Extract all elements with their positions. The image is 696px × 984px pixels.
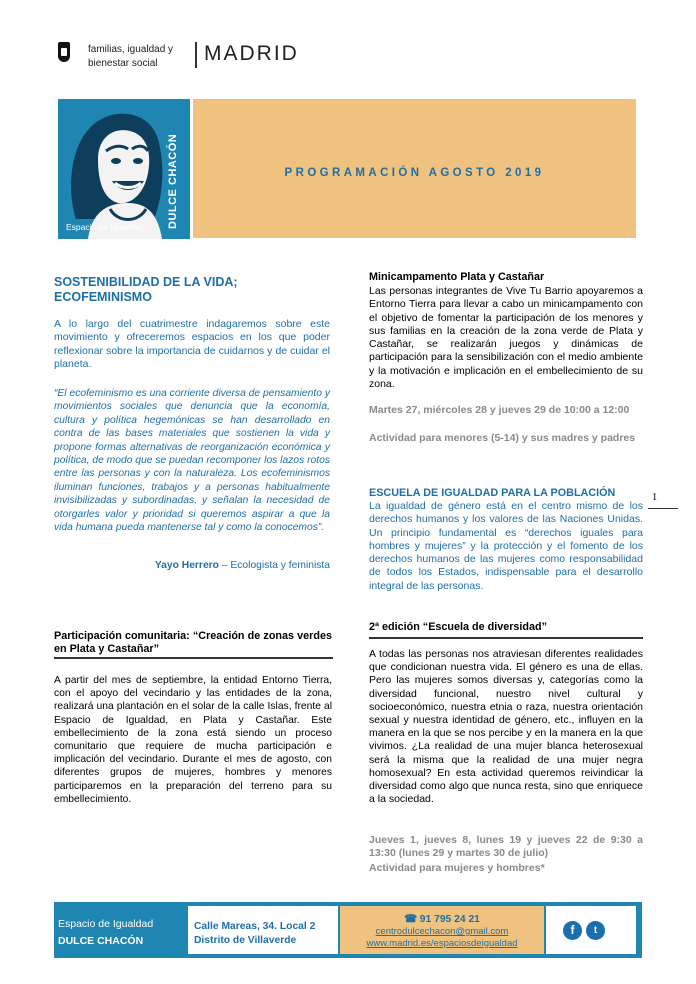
page-number: 1: [652, 492, 658, 503]
department-name-line2: bienestar social: [88, 58, 158, 69]
diversity-divider: [369, 637, 643, 639]
school-title: ESCUELA DE IGUALDAD PARA LA POBLACIÓN: [369, 487, 616, 499]
footer-website-link[interactable]: www.madrid.es/espaciosdeigualdad: [366, 938, 518, 949]
author-role: – Ecologista y feminista: [218, 560, 330, 571]
participation-divider: [54, 657, 333, 659]
school-body: La igualdad de género está en el centro mismo de los derechos humanos y los valores de las Naciones Unidas. Un principio fundamental es “derechos iguales para hombres y mujeres” y la protección y el fomento de los derechos humanos de las mujeres como responsabilidad de todos los Estados, indispensable para el desarrollo integral de las personas.: [369, 500, 643, 592]
participation-body: A partir del mes de septiembre, la entidad Entorno Tierra, con el apoyo del vecindario y las entidades de la zona, realizará una plantación en el solar de la calle Islas, frente al Espacio de Igualdad, en Plata y Castañar. Este embellecimiento de la zona está siendo un proceso comunitario que requiere de mucha participación e implicación del vecindario. Durante el mes de agosto, con diferentes grupos de mujeres, hombres y menores participaremos en la preparación del terreno para su embellecimiento.: [54, 675, 332, 805]
minicamp-dates: Martes 27, miércoles 28 y jueves 29 de 10:00 a 12:00: [369, 404, 630, 416]
department-name-line1: familias, igualdad y: [88, 44, 174, 55]
banner-caption: Espacio de Igualdad: [66, 222, 144, 232]
city-logo-text: MADRID: [204, 42, 299, 65]
diversity-dates: Jueves 1, jueves 8, lunes 19 y jueves 22 de 9:30 a 13:30 (lunes 29 y martes 30 de julio): [369, 834, 643, 860]
minicamp-body: Las personas integrantes de Vive Tu Barrio apoyaremos a Entorno Tierra para llevar a cabo un minicampamento con el objetivo de fomentar la participación de los menores y sus familias en la creación de la zona verde de Plata y Castañar, se realizarán juegos y dinámicas de participación para la sensibilización con el medio ambiente y la motivación e implicación en el embellecimiento de su zona.: [369, 285, 643, 391]
footer-email-link[interactable]: centrodulcechacon@gmail.com: [375, 926, 509, 937]
section-intro: A lo largo del cuatrimestre indagaremos sobre este movimiento y ofreceremos espacios en los que poder reflexionar sobre la importancia de cuidarnos y de cuidar el planeta.: [54, 318, 330, 371]
participation-heading: Participación comunitaria: “Creación de zonas verdes en Plata y Castañar”: [54, 630, 332, 655]
footer-center-brand: DULCE CHACÓN: [58, 935, 144, 947]
author-name: Yayo Herrero: [154, 560, 219, 571]
section-title-ecofeminism: SOSTENIBILIDAD DE LA VIDA; ECOFEMINISMO: [54, 275, 238, 304]
banner-vertical-title: [160, 98, 186, 238]
logo-divider: [195, 42, 197, 68]
quote-author: [54, 560, 330, 571]
diversity-body: A todas las personas nos atraviesan diferentes realidades que condicionan nuestra vida. El género es una de ellas. Pero las mujeres somos diversas y, categorías como la diversidad funcional, nuestro nivel cultural y socioeconómico, nuestra etnia o raza, nuestra orientación sexual y nuestra identidad de género, etc., influyen en la manera en la que se nos percibe y en la manera en la que vivimos. ¿La realidad de una mujer blanca heterosexual será la misma que la realidad de una mujer negra homosexual? En esta actividad queremos reivindicar la diversidad como algo que nunca resta, sino que enriquece a la sociedad.: [369, 648, 643, 806]
footer-address-district: Distrito de Villaverde: [194, 935, 297, 946]
footer-address-street: Calle Mareas, 34. Local 2: [194, 921, 316, 932]
madrid-crest-icon: [58, 42, 70, 62]
banner-vertical-text: DULCE CHACÓN: [167, 133, 179, 229]
page-number-line: [648, 508, 678, 509]
footer-phone: ☎ 91 795 24 21: [404, 914, 480, 925]
banner-title: PROGRAMACIÓN AGOSTO 2019: [284, 167, 545, 179]
diversity-heading: 2ª edición “Escuela de diversidad”: [369, 621, 548, 633]
minicamp-audience: Actividad para menores (5-14) y sus madres y padres: [369, 432, 636, 444]
twitter-icon[interactable]: t: [586, 921, 605, 940]
footer-center-name: Espacio de Igualdad: [58, 918, 154, 930]
facebook-icon[interactable]: f: [563, 921, 582, 940]
minicamp-title: Minicampamento Plata y Castañar: [369, 271, 545, 283]
quote-text: “El ecofeminismo es una corriente diversa de pensamiento y movimientos sociales que denuncia que la economía, cultura y política hegemónicas se han desarrollado en contra de las bases materiales que sostienen la vida y propone formas alternativas de reorganización económica y política, de modo que se puedan recomponer los lazos rotos entre las personas y con la naturaleza. Los ecofeminismos iluminan funciones, trabajos y a personas habitualmente invisibilizadas y subordinadas, y señalan la necesidad de otorgarles valor y prioridad si queremos aspirar a que la vida humana pueda mantenerse tal y como la conocemos”.: [54, 388, 330, 534]
diversity-audience: Actividad para mujeres y hombres*: [369, 862, 545, 874]
